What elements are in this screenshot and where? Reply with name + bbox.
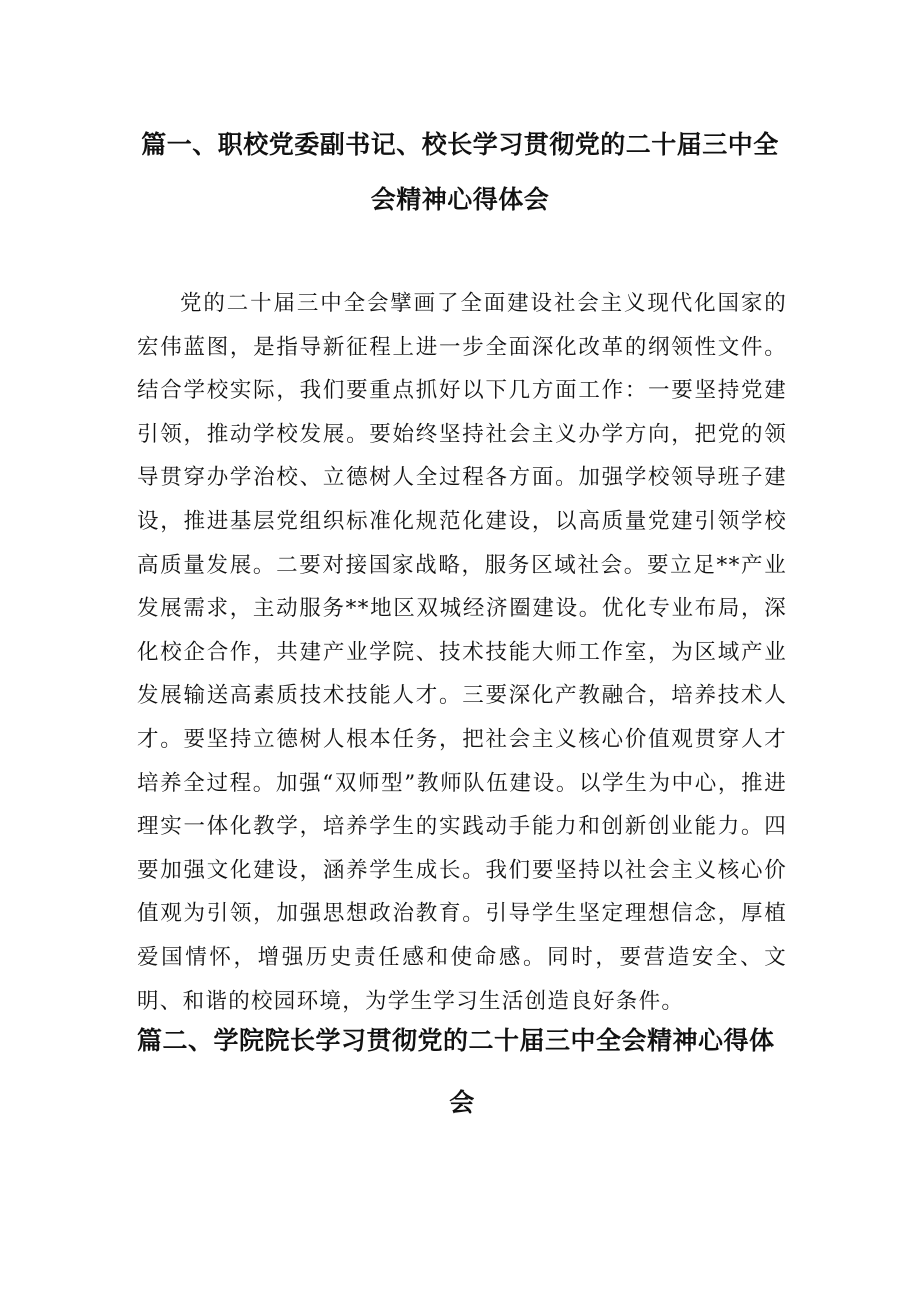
section2-title-line2: 会 <box>449 1088 475 1117</box>
section1-title <box>0 117 920 227</box>
section1-title-line1: 篇一、职校党委副书记、校长学习贯彻党的二十届三中全 <box>141 130 779 159</box>
section2-title <box>137 1013 787 1130</box>
section1-body-paragraph: 党的二十届三中全会擘画了全面建设社会主义现代化国家的宏伟蓝图，是指导新征程上进一步全面深化改革的纲领性文件。结合学校实际，我们要重点抓好以下几方面工作：一要坚持党建引领，推动学校发展。要始终坚持社会主义办学方向，把党的领导贯穿办学治校、立德树人全过程各方面。加强学校领导班子建设，推进基层党组织标准化规范化建设，以高质量党建引领学校高质量发展。二要对接国家战略，服务区域社会。要立足**产业发展需求，主动服务**地区双城经济圈建设。优化专业布局，深化校企合作，共建产业学院、技术技能大师工作室，为区域产业发展输送高素质技术技能人才。三要深化产教融合，培养技术人才。要坚持立德树人根本任务，把社会主义核心价值观贯穿人才培养全过程。加强“双师型”教师队伍建设。以学生为中心，推进理实一体化教学，培养学生的实践动手能力和创新创业能力。四要加强文化建设，涵养学生成长。我们要坚持以社会主义核心价值观为引领，加强思想政治教育。引导学生坚定理想信念，厚植爱国情怀，增强历史责任感和使命感。同时，要营造安全、文明、和谐的校园环境，为学生学习生活创造良好条件。 <box>137 291 787 1014</box>
section2-title-line1: 篇二、学院院长学习贯彻党的二十届三中全会精神心得体 <box>137 1026 775 1055</box>
section1-title-line2: 会精神心得体会 <box>370 185 550 214</box>
